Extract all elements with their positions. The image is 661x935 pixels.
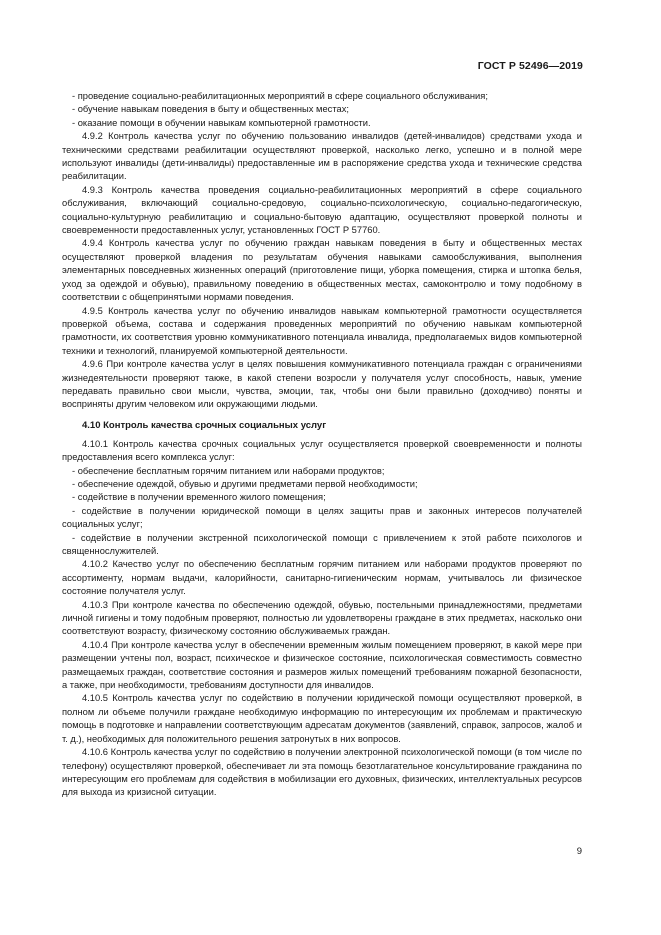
list-item: - обеспечение бесплатным горячим питанием или наборами продуктов; <box>72 465 385 476</box>
paragraph-4-10-3: 4.10.3 При контроле качества по обеспечению одеждой, обувью, постельными принадлежностями, предметами личной гигиены и тому подобным проверяют, полностью ли удовлетворены граждане в этих предметах, насколько они соответствуют возрасту, физическому состоянию обслуживаемых граждан. <box>62 599 582 637</box>
document-code-header: ГОСТ Р 52496—2019 <box>477 60 583 72</box>
list-item: - проведение социально-реабилитационных мероприятий в сфере социального обслуживания; <box>72 91 488 101</box>
list-item: - содействие в получении экстренной психологической помощи с привлечением к этой работе психологов и священнослужителей. <box>62 532 582 556</box>
section-4-9-content <box>62 90 582 412</box>
section-heading-4-10: 4.10 Контроль качества срочных социальных услуг <box>82 419 327 431</box>
page-number: 9 <box>576 846 582 857</box>
document-body <box>62 90 582 800</box>
paragraph-4-10-5: 4.10.5 Контроль качества услуг по содействию в получении юридической помощи осуществляют проверкой, в полном ли объеме получили граждане необходимую информацию по интересующим их проблемам и практическую помощь в подготовке и направлении соответствующим адресатам документов (заявлений, справок, запросов, жалоб и т. д.), необходимых для положительного решения затронутых в них вопросов. <box>62 693 582 744</box>
list-item: - обеспечение одеждой, обувью и другими предметами первой необходимости; <box>72 478 418 489</box>
list-item: - оказание помощи в обучении навыкам компьютерной грамотности. <box>72 117 371 128</box>
paragraph-4-9-5: 4.9.5 Контроль качества услуг по обучению инвалидов навыкам компьютерной грамотности осуществляется проверкой объема, состава и содержания проведенных мероприятий по обучению навыкам компьютерной грамотности, их соответствия уровню коммуникативного потенциала инвалида, предполагаемых видов компьютерной техники и технологий, планируемой компьютерной деятельности. <box>62 305 582 356</box>
list-item: - содействие в получении временного жилого помещения; <box>72 492 326 503</box>
paragraph-4-9-4: 4.9.4 Контроль качества услуг по обучению граждан навыкам поведения в быту и общественных местах осуществляют проверкой владения по результатам обучения навыками самообслуживания, выполнения элементарных повседневных жизненных операций (приготовление пищи, уборка помещения, стирка и штопка белья, уход за одеждой и обувью), правильному поведению в общественных местах, самоконтролю и тому подобному в соответствии с общепринятыми нормами поведения. <box>62 238 582 303</box>
paragraph-4-10-1: 4.10.1 Контроль качества срочных социальных услуг осуществляется проверкой своевременности и полноты предоставления всего комплекса услуг: <box>62 438 582 463</box>
paragraph-4-9-2: 4.9.2 Контроль качества услуг по обучению пользованию инвалидов (детей-инвалидов) средствами ухода и техническими средствами реабилитации осуществляют проверкой, насколько легко, успешно и в полной мере используют инвалиды (дети-инвалиды) предоставленные им в распоряжение средства ухода и технические средства реабилитации. <box>62 131 582 182</box>
paragraph-4-10-6: 4.10.6 Контроль качества услуг по содействию в получении электронной психологической помощи (в том числе по телефону) осуществляют проверкой, обеспечивает ли эта помощь безотлагательное консультирование гражданина по интересующим его проблемам для содействия в мобилизации его духовных, физических, интеллектуальных ресурсов для выхода из кризисной ситуации. <box>62 747 582 798</box>
paragraph-4-10-4: 4.10.4 При контроле качества услуг в обеспечении временным жилым помещением проверяют, в какой мере при размещении учтены пол, возраст, психическое и физическое состояние, психологическая совместимость совместно размещаемых граждан, соответствие состояния и размеров жилых помещений требованиям пожарной безопасности, а также, при необходимости, требованиям доступности для инвалидов. <box>62 639 582 691</box>
paragraph-4-9-6: 4.9.6 При контроле качества услуг в целях повышения коммуникативного потенциала граждан с ограничениями жизнедеятельности проверяют также, в какой степени возросли у получателя услуг способность, навык, умение передавать правильно свои мысли, чувства, эмоции, так, чтобы они были правильно (доходчиво) поняты и восприняты другим человеком или окружающими людьми. <box>62 359 582 410</box>
section-4-10-content <box>62 438 582 800</box>
paragraph-4-9-3: 4.9.3 Контроль качества проведения социально-реабилитационных мероприятий в сфере социального обслуживания, включающий социально-средовую, социально-психологическую, социально-педагогическую, социально-культурную реабилитацию и социально-бытовую адаптацию, осуществляют проверкой полноты и своевременности предоставленных услуг, установленных ГОСТ Р 57760. <box>62 184 582 236</box>
paragraph-4-10-2: 4.10.2 Качество услуг по обеспечению бесплатным горячим питанием или наборами продуктов проверяют по ассортименту, нормам выдачи, калорийности, санитарно-гигиеническим нормам, учитывалось ли физическое состояние получателя услуг. <box>62 559 582 597</box>
list-item: - обучение навыкам поведения в быту и общественных местах; <box>72 104 349 115</box>
list-item: - содействие в получении юридической помощи в целях защиты прав и законных интересов получателей социальных услуг; <box>62 505 582 530</box>
